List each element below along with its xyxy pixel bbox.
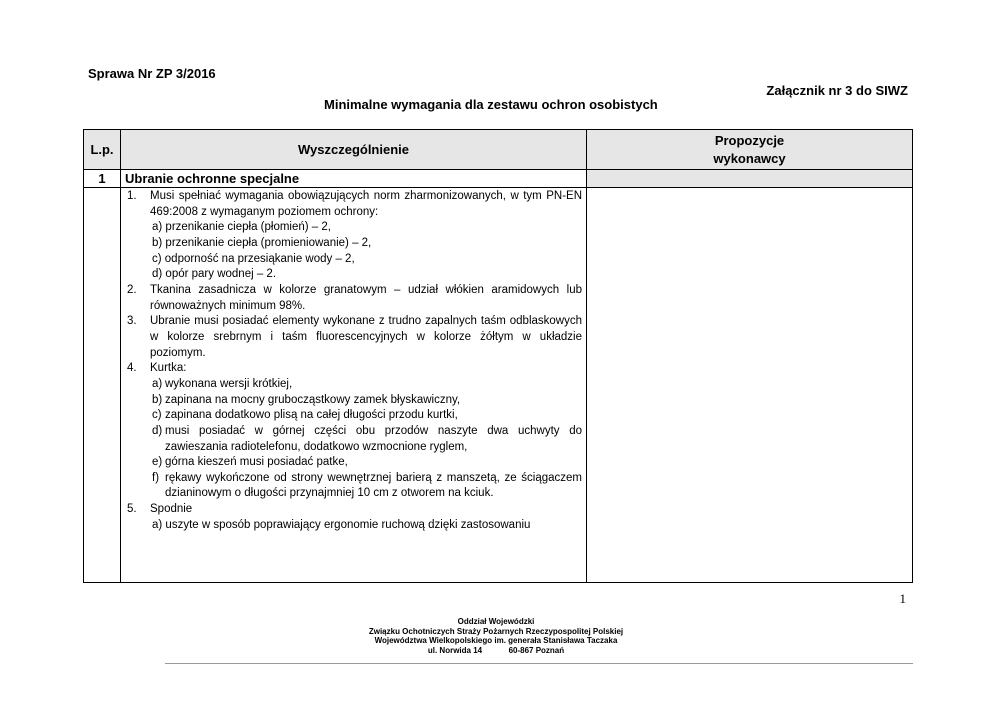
sub-item: [125, 393, 582, 409]
item-text: Tkanina zasadnicza w kolorze granatowym – udział włókien aramidowych lub równoważnych minimum 98%.: [150, 283, 582, 312]
requirements-table: [83, 129, 913, 583]
header-specification: Wyszczególnienie: [121, 130, 587, 170]
header-lp: L.p.: [84, 130, 121, 170]
sub-item-text: zapinana dodatkowo plisą na całej długości przodu kurtki,: [165, 409, 458, 422]
requirements-description: [121, 188, 587, 583]
footer-postal: 60-867 Poznań: [508, 645, 565, 655]
sub-item-letter: a): [152, 377, 163, 390]
case-reference: Sprawa Nr ZP 3/2016: [88, 66, 216, 81]
footer-line-2: Związku Ochotniczych Straży Pożarnych Rzeczypospolitej Polskiej: [368, 626, 624, 636]
sub-item-text: górna kieszeń musi posiadać patke,: [165, 456, 348, 469]
item-text: Spodnie: [150, 503, 193, 516]
footer-address: [0, 646, 992, 656]
section-name: Ubranie ochronne specjalne: [121, 170, 587, 188]
item-text: Ubranie musi posiadać elementy wykonane z trudno zapalnych taśm odblaskowych w kolorze srebrnym i taśm fluorescencyjnych w kolorze żółtym w układzie poziomym.: [150, 315, 582, 359]
list-item: [125, 189, 582, 220]
sub-item-text: musi posiadać w górnej części obu przodów naszyte dwa uchwyty do zawieszania radiotelefonu, dodatkowo wzmocnione ryglem,: [165, 424, 582, 453]
sub-item-text: rękawy wykończone od strony wewnętrznej barierą z manszetą, ze ściągaczem dzianinowym o długości przynajmniej 10 cm z otworem na kciuk.: [165, 471, 582, 500]
section-proposal-cell: [587, 170, 913, 188]
section-row: [84, 170, 913, 188]
item-number: 3.: [127, 315, 137, 328]
sub-item-letter: b): [152, 393, 163, 406]
item-text: Kurtka:: [150, 362, 187, 375]
sub-item-letter: c): [152, 409, 162, 422]
sub-item: [125, 408, 582, 424]
sub-item-text: wykonana wersji krótkiej,: [165, 377, 293, 390]
sub-item-letter: d): [152, 424, 163, 437]
item-number: 5.: [127, 503, 137, 516]
header-proposals-line1: Propozycje: [714, 132, 785, 148]
footer-line-1: Oddział Wojewódzki: [457, 617, 535, 626]
footer-divider: [165, 663, 913, 664]
page-number: 1: [899, 591, 906, 606]
item-number: 2.: [127, 283, 137, 296]
item-number: 4.: [127, 362, 137, 375]
attachment-label: Załącznik nr 3 do SIWZ: [766, 83, 908, 98]
table-header-row: [84, 130, 913, 170]
sub-item: a) uszyte w sposób poprawiający ergonomie ruchową dzięki zastosowaniu: [152, 518, 531, 531]
section-body-row: [84, 188, 913, 583]
list-item: [125, 361, 582, 377]
header-proposals-line2: wykonawcy: [713, 150, 786, 166]
body-lp-cell: [84, 188, 121, 583]
item-number: 1.: [127, 190, 137, 202]
proposal-input-cell: [587, 188, 913, 583]
sub-item: d) opór pary wodnej – 2.: [152, 268, 277, 281]
item-text: Musi spełniać wymagania obowiązujących norm zharmonizowanych, w tym PN-EN 469:2008 z wymaganym poziomem ochrony:: [150, 190, 582, 218]
list-item: [125, 502, 582, 518]
footer-line-3: Województwa Wielkopolskiego im. generała Stanisława Taczaka: [374, 636, 618, 645]
list-item: [125, 314, 582, 361]
sub-item: [125, 471, 582, 502]
footer: [0, 617, 992, 655]
footer-street: ul. Norwida 14: [427, 645, 483, 655]
list-item: [125, 283, 582, 314]
sub-item: a) przenikanie ciepła (płomień) – 2,: [152, 221, 331, 234]
sub-item: [125, 424, 582, 455]
sub-item: b) przenikanie ciepła (promieniowanie) – 2,: [152, 236, 372, 249]
sub-item-text: zapinana na mocny grubocząstkowy zamek błyskawiczny,: [165, 393, 461, 406]
sub-item: c) odporność na przesiąkanie wody – 2,: [152, 252, 355, 265]
sub-item-letter: f): [152, 471, 160, 484]
header-proposals: [587, 130, 913, 170]
section-number: 1: [84, 170, 121, 188]
sub-item: [125, 377, 582, 393]
sub-item-letter: e): [152, 456, 163, 469]
document-title: Minimalne wymagania dla zestawu ochron osobistych: [324, 97, 658, 112]
sub-item: [125, 455, 582, 471]
